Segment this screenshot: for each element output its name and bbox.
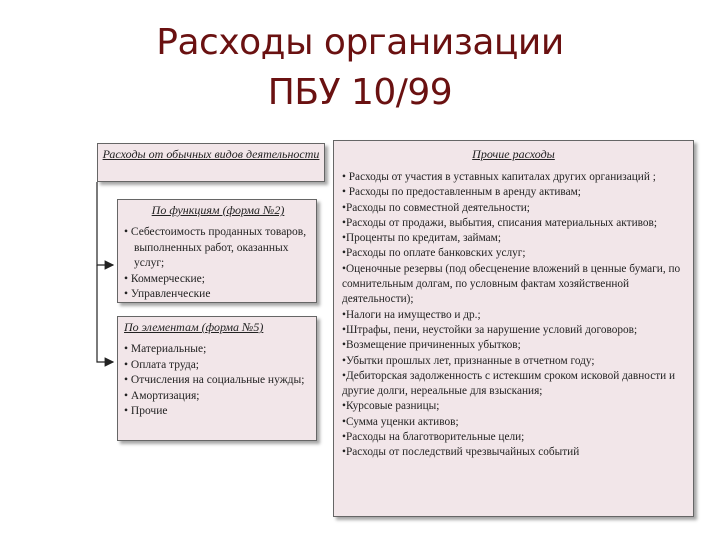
list-item: • Коммерческие;	[124, 272, 205, 285]
list-item: • Оплата труда;	[124, 358, 199, 371]
list-item: •Возмещение причиненных убытков;	[342, 339, 521, 352]
other-expenses-box	[333, 140, 694, 517]
list-item: •Расходы на благотворительные цели;	[342, 431, 525, 444]
connector-to-element	[97, 265, 113, 362]
list-item: •Убытки прошлых лет, признанные в отчетном году;	[342, 354, 595, 367]
page-title: Расходы организации	[156, 22, 564, 63]
list-item: •Курсовые разницы;	[342, 400, 440, 413]
ordinary-expenses-header-box	[97, 143, 325, 182]
list-item: •Расходы от последствий чрезвычайных событий	[342, 446, 580, 459]
list-item: •Оценочные резервы (под обесценение вложений в ценные бумаги, по сомнительным долгам, по условным фактам хозяйственной деятельности);	[342, 262, 681, 306]
list-item: •Расходы от продажи, выбытия, списания материальных активов;	[342, 216, 657, 229]
list-item: • Материальные;	[124, 343, 207, 355]
list-item: • Управленческие	[124, 288, 211, 300]
other-expenses-header: Прочие расходы	[472, 147, 555, 161]
connector-to-function	[97, 182, 113, 265]
by-element-box	[117, 316, 317, 441]
list-item: •Расходы по оплате банковских услуг;	[342, 247, 526, 260]
ordinary-expenses-header: Расходы от обычных видов деятельности	[102, 147, 320, 161]
list-item: • Амортизация;	[124, 389, 200, 402]
by-function-header: По функциям (форма №2)	[151, 203, 285, 217]
list-item: • Расходы по предоставленным в аренду активам;	[342, 186, 581, 199]
list-item: • Себестоимость проданных товаров, выполненных работ, оказанных услуг;	[124, 226, 307, 269]
list-item: •Налоги на имущество и др.;	[342, 308, 481, 321]
list-item: • Отчисления на социальные нужды;	[124, 374, 305, 386]
by-element-header: По элементам (форма №5)	[124, 320, 264, 334]
list-item: • Расходы от участия в уставных капиталах других организаций ;	[342, 171, 656, 183]
list-item: •Проценты по кредитам, займам;	[342, 232, 501, 245]
page-subtitle: ПБУ 10/99	[267, 72, 453, 113]
list-item: •Дебиторская задолженность с истекшим сроком исковой давности и другие долги, нереальные для взыскания;	[342, 369, 676, 398]
list-item: •Штрафы, пени, неустойки за нарушение условий договоров;	[342, 323, 638, 336]
list-item: • Прочие	[124, 405, 168, 417]
list-item: •Сумма уценки активов;	[342, 415, 459, 428]
by-function-box	[117, 199, 317, 303]
list-item: •Расходы по совместной деятельности;	[342, 201, 530, 214]
